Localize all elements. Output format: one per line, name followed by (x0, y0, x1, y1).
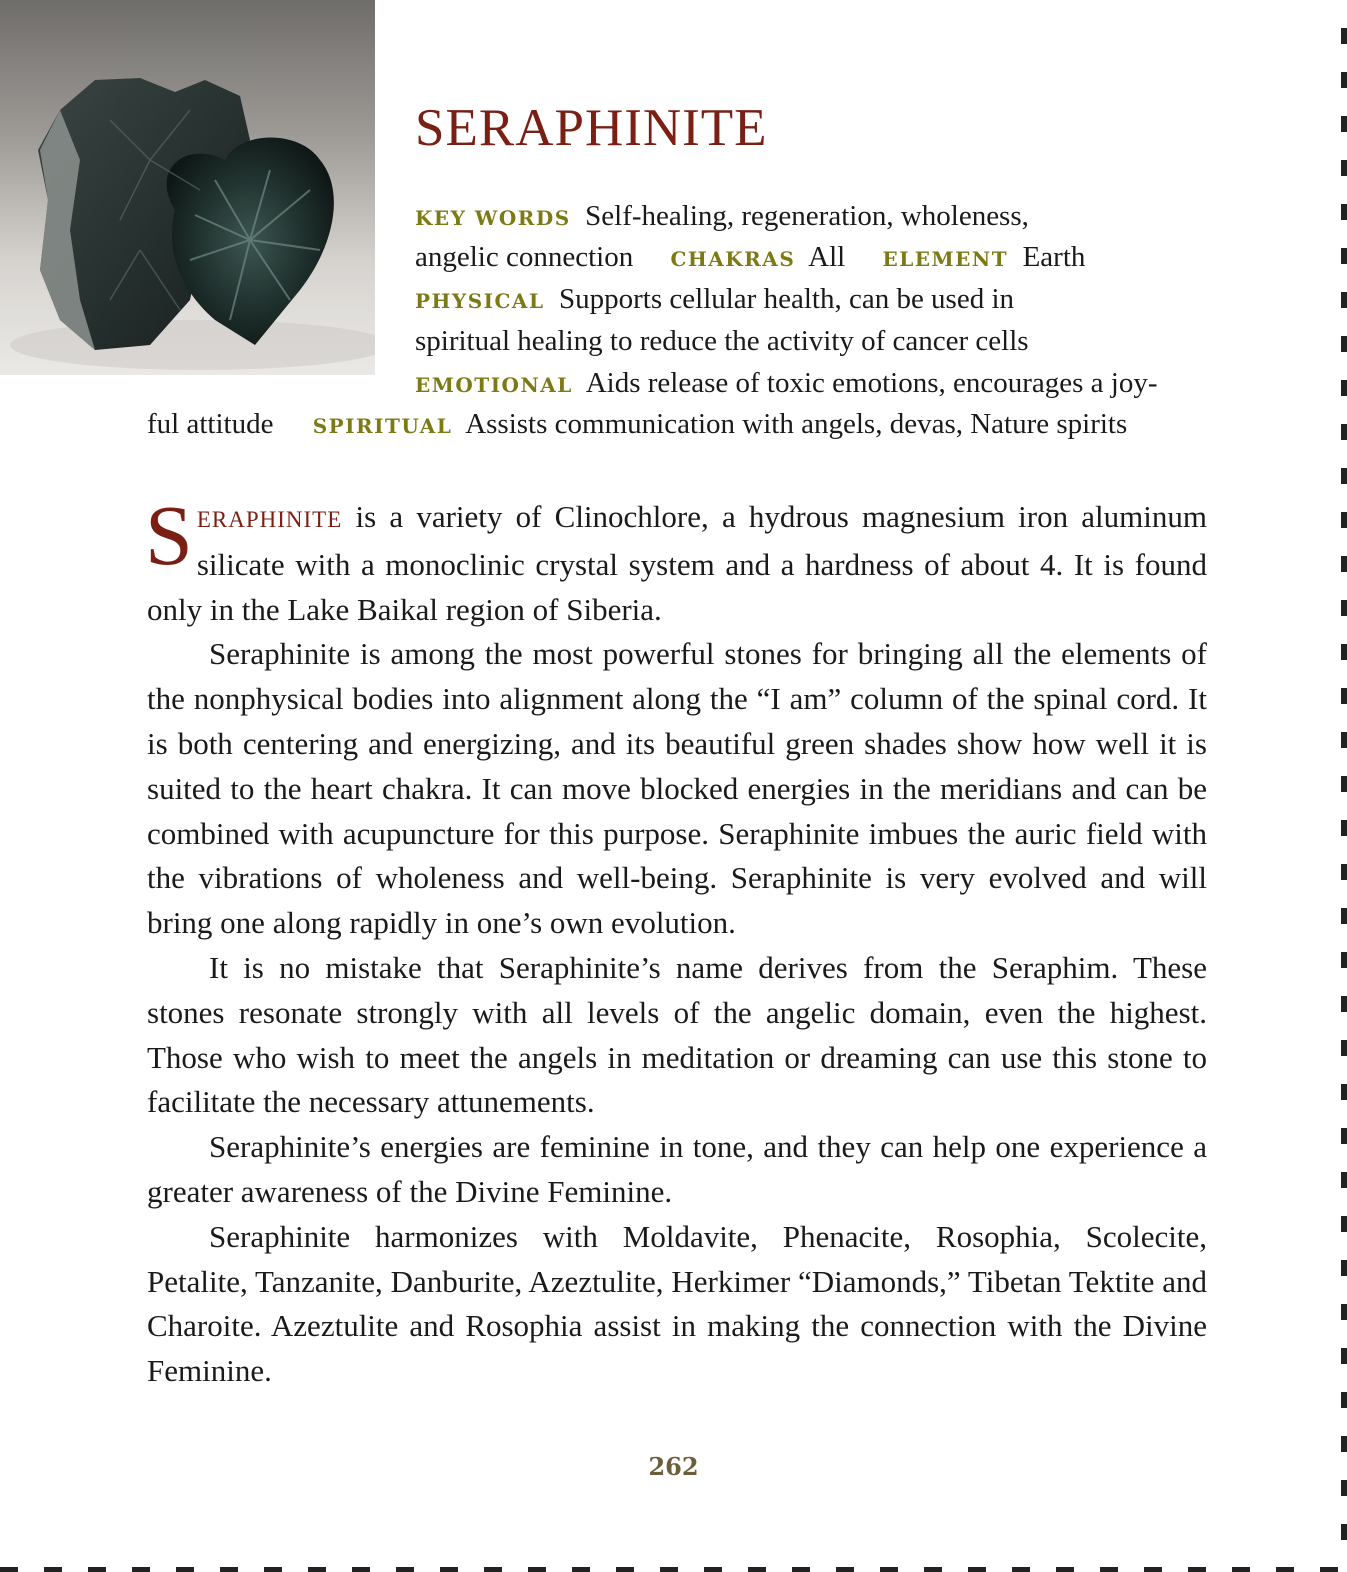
paragraph-4: Seraphinite’s energies are feminine in tone, and they can help one experience a greater awareness of the Divine Feminine. (147, 1129, 1207, 1209)
keywords-text-cont: angelic connection (415, 241, 634, 273)
paragraph-3: It is no mistake that Seraphinite’s name derives from the Seraphim. These stones resonate strongly with all levels of the angelic domain, even the highest. Those who wish to meet the angels in meditation or dreaming can use this stone to facilitate the necessary attunements. (147, 949, 1207, 1120)
emotional-text-cont: ful attitude (147, 408, 274, 440)
spiritual-text: Assists communication with angels, devas, Nature spirits (465, 408, 1128, 440)
attr-line-keywords (415, 199, 1029, 235)
attr-line-emotional (415, 366, 1158, 402)
physical-label: PHYSICAL (415, 289, 545, 313)
emotional-text: Aids release of toxic emotions, encourages a joy- (585, 367, 1158, 399)
crop-marks-right (1341, 0, 1347, 1572)
chakras-text: All (808, 241, 846, 273)
attr-line-physical-cont (415, 324, 1029, 358)
element-label: ELEMENT (882, 247, 1009, 271)
intro-smallcaps: ERAPHINITE (196, 507, 343, 532)
seraphinite-stones-image (0, 0, 375, 375)
page-title: SERAPHINITE (415, 99, 768, 157)
physical-text-cont: spiritual healing to reduce the activity of cancer cells (415, 325, 1029, 357)
paragraph-2: Seraphinite is among the most powerful stones for bringing all the elements of the nonphysical bodies into alignment along the “I am” column of the spinal cord. It is both centering and energizing, and its beautiful green shades show how well it is suited to the heart chakra. It can move blocked energies in the meridians and can be combined with acupuncture for this purpose. Seraphinite imbues the auric field with the vibrations of wholeness and well-being. Seraphinite is very evolved and will bring one along rapidly in one’s own evolution. (147, 636, 1207, 941)
seraphinite-photo (0, 0, 375, 375)
article-body (145, 487, 1207, 1394)
intro-text: is a variety of Clinochlore, a hydrous magnesium iron aluminum silicate with a monoclinic crystal system and a hardness of about 4. It is found only in the Lake Baikal region of Siberia. (147, 499, 1207, 627)
drop-cap: S (145, 487, 193, 583)
spiritual-label: SPIRITUAL (312, 414, 453, 438)
element-text: Earth (1022, 241, 1086, 273)
attr-line-spiritual (147, 407, 1127, 443)
emotional-label: EMOTIONAL (415, 373, 573, 397)
paragraph-intro (145, 487, 1207, 632)
attr-line-physical (415, 282, 1014, 318)
keywords-text: Self-healing, regeneration, wholeness, (585, 200, 1029, 232)
crop-marks-bottom (0, 1567, 1347, 1572)
keywords-label: KEY WORDS (415, 206, 571, 230)
physical-text: Supports cellular health, can be used in (559, 283, 1015, 315)
paragraph-5: Seraphinite harmonizes with Moldavite, Phenacite, Rosophia, Scolecite, Petalite, Tanzanite, Danburite, Azeztulite, Herkimer “Diamonds,” Tibetan Tektite and Charoite. Azeztulite and Rosophia assist in making the connection with the Divine Feminine. (147, 1218, 1207, 1389)
page-number: 262 (648, 1452, 699, 1481)
attr-line-chakras-element (415, 240, 1085, 276)
chakras-label: CHAKRAS (670, 247, 796, 271)
